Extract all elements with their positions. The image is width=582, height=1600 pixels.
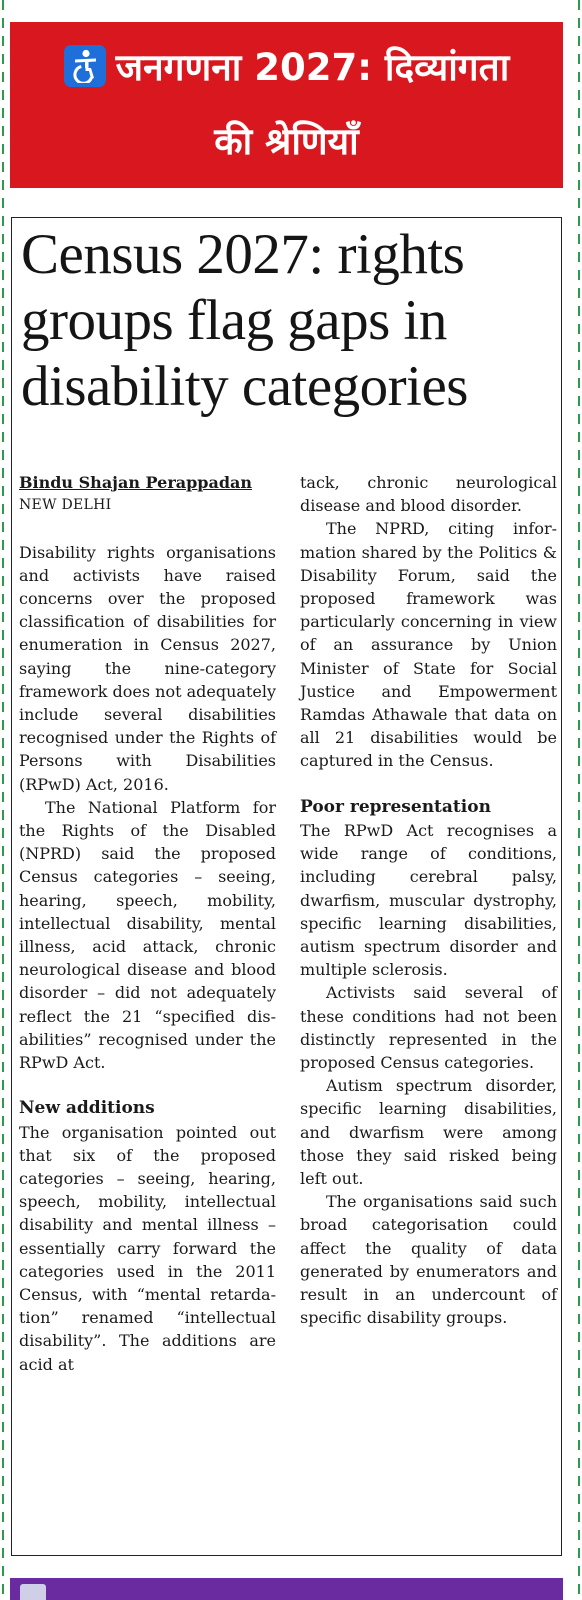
paragraph: Disability rights organisations and activists have raised concerns over the proposed classification of disabilities for enumeration in Census 2027, saying the nine-category framework does not adequately include several disabilities recognised under the Rights of Persons with Disabilities (RPwD) Act, 2016.: [19, 542, 276, 794]
page-border-right: [578, 0, 580, 1600]
article-column-left: [19, 471, 276, 1376]
page-border-left: [2, 0, 4, 1600]
paragraph: The NPRD, citing information shared by the Politics & Disability Forum, said the proposed framework was particularly concerning in view of an assurance by Union Minister of State for Social Justice and Empowerment Ramdas Athawale that data on all 21 disabilities would be captured in the Census.: [300, 519, 557, 771]
spacer: [300, 773, 557, 796]
paragraph: Activists said several of these conditions had not been distinctly represented in the proposed Census categories.: [300, 983, 557, 1073]
banner-title-text-1: जनगणना 2027: दिव्यांगता: [115, 46, 510, 89]
subheading-poor-representation: Poor representation: [300, 796, 491, 817]
paragraph: The National Platform for the Rights of the Disabled (NPRD) said the proposed Census categories – seeing, hearing, speech, mobility, intellectual disability, mental illness, acid attack, chronic neurological disease and blood disorder – did not adequately reflect the 21 “specified disabilities” recognised under the RPwD Act.: [19, 797, 276, 1073]
newspaper-icon: [20, 1584, 46, 1600]
article-headline: Census 2027: rights groups flag gaps in disability categories: [21, 223, 468, 418]
paragraph: The organisation pointed out that six of the proposed categories – seeing, hearing, speech, mobility, intellectual disability and mental illness – essentially carry forward the categories used in the 2011 Census, with “mental retardation” renamed “intellectual disability”. The additions are acid at: [19, 1122, 276, 1374]
article-column-right: [300, 471, 557, 1330]
banner-title-line-2: की श्रेणियाँ: [214, 120, 359, 163]
dateline: NEW DELHI: [19, 497, 112, 514]
paragraph: The RPwD Act recognises a wide range of conditions, including cerebral palsy, dwarfism, muscular dystrophy, specific learning disabilities, autism spectrum disorder and multiple sclerosis.: [300, 821, 557, 980]
spacer: [19, 1074, 276, 1097]
news-article: [11, 217, 562, 1556]
accessibility-icon: [64, 45, 106, 87]
byline: Bindu Shajan Perappadan: [19, 473, 253, 492]
paragraph: Autism spectrum disorder, specific learning disabilities, and dwarfism were among those they said risked being left out.: [300, 1076, 557, 1189]
spacer: [19, 517, 276, 540]
paragraph: The organisations said such broad categorisation could affect the quality of data generated by enumerators and result in an undercount of specific disability groups.: [300, 1192, 557, 1328]
banner-title-line-1: [10, 40, 563, 91]
paragraph: tack, chronic neurological disease and blood disorder.: [300, 473, 557, 516]
title-banner: [10, 22, 563, 188]
subheading-new-additions: New additions: [19, 1098, 155, 1119]
next-section-banner: [10, 1578, 563, 1600]
